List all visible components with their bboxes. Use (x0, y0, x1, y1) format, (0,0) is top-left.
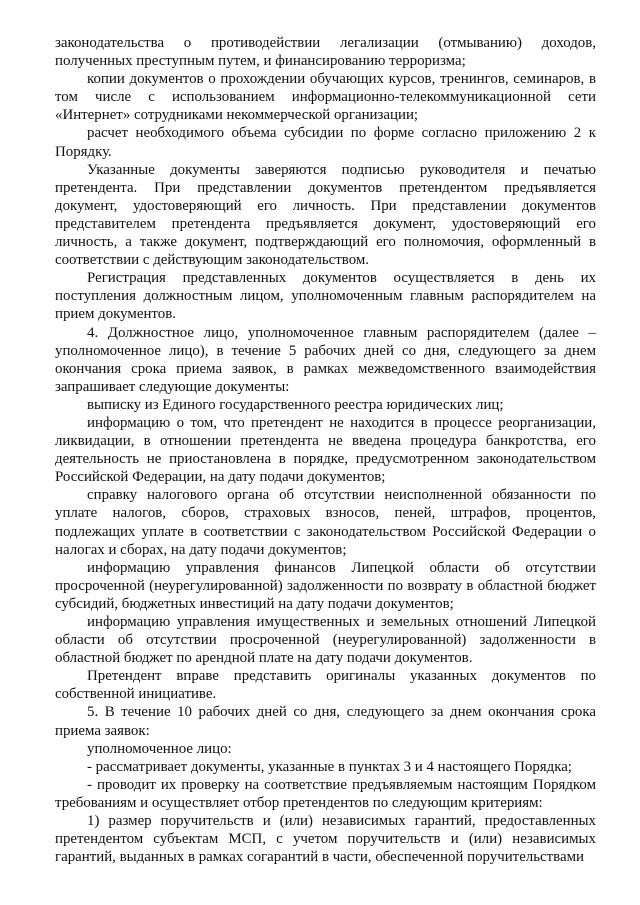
paragraph-document-certification: Указанные документы заверяются подписью руководителя и печатью претендента. При представлении документов претендентом предъявляется документ, удостоверяющий его личность. При представлении документов представителем претендента предъявляется документ, удостоверяющий его личность, а также документ, подтверждающий его полномочия, оформленный в соответствии с действующим законодательством. (55, 161, 596, 269)
paragraph-tax-certificate: справку налогового органа об отсутствии неисполненной обязанности по уплате налогов, сборов, страховых взносов, пеней, штрафов, процентов, подлежащих уплате в соответствии с законодательством Российской Федерации о налогах и сборах, на дату подачи документов; (55, 487, 596, 558)
paragraph-subsidy-calculation: расчет необходимого объема субсидии по форме согласно приложению 2 к Порядку. (55, 125, 596, 160)
paragraph-training-copies: копии документов о прохождении обучающих курсов, тренингов, семинаров, в том числе с использованием информационно-телекоммуникационной сети «Интернет» сотрудниками некоммерческой организации; (55, 71, 596, 124)
paragraph-authorized-person: уполномоченное лицо: (87, 740, 232, 757)
paragraph-item-5: 5. В течение 10 рабочих дней со дня, следующего за днем окончания срока приема заявок: (55, 704, 596, 739)
paragraph-registration: Регистрация представленных документов осуществляется в день их поступления должностным лицом, уполномоченным главным распорядителем на прием документов. (55, 270, 596, 323)
paragraph-reorganization-info: информацию о том, что претендент не находится в процессе реорганизации, ликвидации, в отношении претендента не введена процедура банкротства, его деятельность не приостановлена в порядке, предусмотренном законодательством Российской Федерации, на дату подачи документов; (55, 414, 596, 486)
paragraph-property-debt-info: информацию управления имущественных и земельных отношений Липецкой области об отсутствии просроченной (неурегулированной) задолженности в областной бюджет по арендной плате на дату подачи документов. (55, 614, 596, 667)
paragraph-finance-debt-info: информацию управления финансов Липецкой области об отсутствии просроченной (неурегулированной) задолженности по возврату в областной бюджет субсидий, бюджетных инвестиций на дату подачи документов; (55, 559, 596, 612)
document-page (55, 34, 596, 866)
paragraph-aml-legislation: законодательства о противодействии легализации (отмыванию) доходов, полученных преступным путем, и финансированию терроризма; (55, 35, 596, 70)
paragraph-egrul-extract: выписку из Единого государственного реестра юридических лиц; (87, 396, 504, 413)
paragraph-item-4: 4. Должностное лицо, уполномоченное главным распорядителем (далее – уполномоченное лицо), в течение 5 рабочих дней со дня, следующего за днем окончания срока приема заявок, в рамках межведомственного взаимодействия запрашивает следующие документы: (55, 324, 596, 395)
paragraph-reviews-documents: - рассматривает документы, указанные в пунктах 3 и 4 настоящего Порядка; (87, 758, 572, 775)
paragraph-originals-right: Претендент вправе представить оригиналы указанных документов по собственной инициативе. (55, 668, 596, 703)
paragraph-criterion-1: 1) размер поручительств и (или) независимых гарантий, предоставленных претендентом субъектам МСП, с учетом поручительств и (или) независимых гарантий, выданных в рамках согарантий в части, обеспеченной поручительствами (55, 813, 596, 866)
paragraph-checks-and-selects: - проводит их проверку на соответствие предъявляемым настоящим Порядком требованиям и осуществляет отбор претендентов по следующим критериям: (55, 776, 596, 811)
